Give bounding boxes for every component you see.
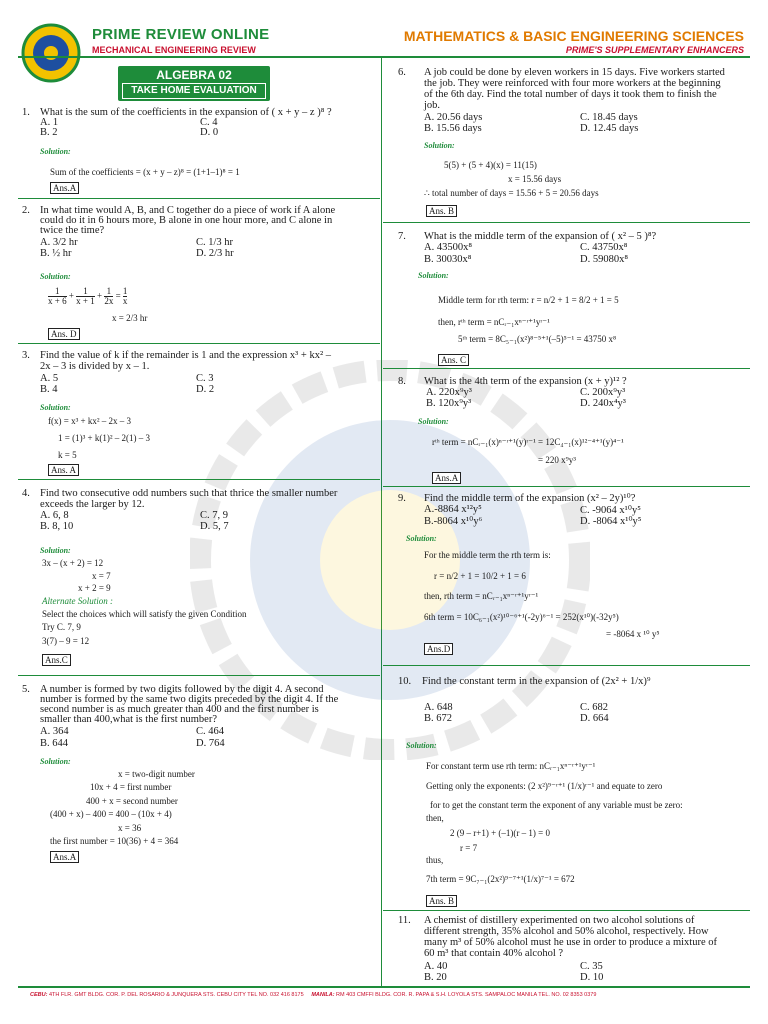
q7-work-3: 5ᵗʰ term = 8C₅₋₁(x²)⁸⁻⁵⁺¹(–5)⁵⁻¹ = 43750 x⁸ xyxy=(458,334,617,344)
q5-work-1: x = two-digit number xyxy=(118,769,195,779)
q10-work-5: 2 (9 – r+1) + (–1)(r – 1) = 0 xyxy=(450,828,550,838)
q6-answer: Ans. B xyxy=(426,205,457,217)
q5-text-1: A number is formed by two digits followed by the digit 4. A second xyxy=(40,684,324,695)
badge-subtitle: TAKE HOME EVALUATION xyxy=(122,83,266,99)
q2-choice-c: C. 1/3 hr xyxy=(196,237,234,248)
q1-answer: Ans.A xyxy=(50,182,79,194)
q8-work-2: = 220 x⁹y³ xyxy=(538,455,576,465)
footer-cebu-address: 4TH FLR. GMT BLDG. COR. P. DEL ROSARIO & JUNQUERA STS. CEBU CITY TEL NO. 032 416 8175 xyxy=(47,992,304,998)
q10-choice-c: C. 682 xyxy=(580,702,609,713)
footer-rule xyxy=(18,986,750,988)
q9-work-3: then, rth term = nCᵣ₋₁xⁿ⁻ʳ⁺¹yʳ⁻¹ xyxy=(424,591,539,601)
q7-divider xyxy=(383,368,750,369)
q10-solution-label: Solution: xyxy=(406,741,437,750)
q1-choice-c: C. 4 xyxy=(200,117,218,128)
q1-divider xyxy=(18,198,380,199)
q9-solution-label: Solution: xyxy=(406,534,437,543)
q8-choice-c: C. 200x⁹y³ xyxy=(580,387,626,398)
q3-solution-label: Solution: xyxy=(40,403,71,412)
q10-text: Find the constant term in the expansion of (2x² + 1/x)⁹ xyxy=(422,676,651,687)
q11-choice-d: D. 10 xyxy=(580,972,604,983)
q3-answer: Ans. A xyxy=(48,464,79,476)
q10-answer: Ans. B xyxy=(426,895,457,907)
q5-solution-label: Solution: xyxy=(40,757,71,766)
q3-choice-c: C. 3 xyxy=(196,373,214,384)
q4-text-2: exceeds the larger by 12. xyxy=(40,499,145,510)
q7-solution-label: Solution: xyxy=(418,271,449,280)
q2-divider xyxy=(18,343,380,344)
q5-work-6: the first number = 10(36) + 4 = 364 xyxy=(50,836,179,846)
q9-text: Find the middle term of the expansion (x² – 2y)¹⁰? xyxy=(424,493,636,504)
q9-choice-d: D. -8064 x¹⁰y⁵ xyxy=(580,516,642,527)
q5-work-4: (400 + x) – 400 = 400 – (10x + 4) xyxy=(50,809,172,819)
q8-text: What is the 4th term of the expansion (x + y)¹² ? xyxy=(424,376,627,387)
q10-work-6: r = 7 xyxy=(460,843,478,853)
q6-choice-a: A. 20.56 days xyxy=(424,112,483,123)
q5-text-2: number is formed by the same two digits preceded by the digit 4. If the xyxy=(40,694,339,705)
q6-text-3: of the 6th day. Find the total number of days it took them to finish the xyxy=(424,89,717,100)
header-rule xyxy=(18,56,750,58)
q2-work-fractions: $\frac{1}{x + 6}$ + $\frac{1}{x + 1}$ + $\frac{1}{2x}$ = $\frac{1}{x}$ xyxy=(48,286,128,306)
q7-work-1: Middle term for rth term: r = n/2 + 1 = 8/2 + 1 = 5 xyxy=(438,295,619,305)
q11-text-2: different strength, 35% alcohol and 50% alcohol, respectively. How xyxy=(424,926,709,937)
q4-solution-label: Solution: xyxy=(40,546,71,555)
q10-work-3: for to get the constant term the exponent of any variable must be zero: xyxy=(430,800,683,810)
q7-work-2: then, rᵗʰ term = nCᵣ₋₁xⁿ⁻ʳ⁺¹yʳ⁻¹ xyxy=(438,317,550,327)
q1-choice-d: D. 0 xyxy=(200,127,219,138)
q6-choice-d: D. 12.45 days xyxy=(580,123,639,134)
q4-alt-label: Alternate Solution : xyxy=(42,596,113,606)
q3-number: 3. xyxy=(22,350,30,361)
q4-answer: Ans.C xyxy=(42,654,71,666)
q8-choice-d: D. 240x⁴y³ xyxy=(580,398,626,409)
q2-choice-a: A. 3/2 hr xyxy=(40,237,78,248)
q3-work-2: 1 = (1)³ + k(1)² – 2(1) – 3 xyxy=(58,433,151,443)
q5-answer: Ans.A xyxy=(50,851,79,863)
q2-text-2: could do it in 6 hours more, B alone in one hour more, and C alone in xyxy=(40,215,333,226)
q4-text-1: Find two consecutive odd numbers such that thrice the smaller number xyxy=(40,488,338,499)
q2-choice-b: B. ½ hr xyxy=(40,248,72,259)
q9-choice-a: A.-8864 x¹²y⁵ xyxy=(424,504,482,515)
q11-number: 11. xyxy=(398,915,411,926)
q10-choice-a: A. 648 xyxy=(424,702,453,713)
q7-answer: Ans. C xyxy=(438,354,469,366)
q6-text-4: job. xyxy=(424,100,441,111)
q3-text-1: Find the value of k if the remainder is 1 and the expression x³ + kx² – xyxy=(40,350,331,361)
footer-cebu-label: CEBU: xyxy=(30,992,48,998)
q5-choice-a: A. 364 xyxy=(40,726,69,737)
q3-choice-b: B. 4 xyxy=(40,384,58,395)
prime-logo-icon xyxy=(20,22,82,84)
footer-manila-label: MANILA: xyxy=(311,992,335,998)
q11-text-4: 60 m³ that contain 40% alcohol ? xyxy=(424,948,564,959)
q4-work-6: 3(7) – 9 = 12 xyxy=(42,636,90,646)
q2-choice-d: D. 2/3 hr xyxy=(196,248,234,259)
q8-answer: Ans.A xyxy=(432,472,461,484)
footer-manila-address: RM 403 CMFFI BLDG. COR. R. PAPA & S.H. LOYOLA STS. SAMPALOC MANILA TEL. NO. 02 8353 0379 xyxy=(334,992,597,998)
q10-work-8: 7th term = 9C₇₋₁(2x²)⁹⁻⁷⁺¹(1/x)⁷⁻¹ = 672 xyxy=(426,874,575,884)
q4-choice-c: C. 7, 9 xyxy=(200,510,229,521)
q9-work-1: For the middle term the rth term is: xyxy=(424,550,551,560)
q9-choice-b: B.-8064 x¹⁰y⁶ xyxy=(424,516,483,527)
brand-title: PRIME REVIEW ONLINE xyxy=(92,26,270,43)
q4-work-3: x + 2 = 9 xyxy=(78,583,111,593)
q10-number: 10. xyxy=(398,676,412,687)
q3-text-2: 2x – 3 is divided by x – 1. xyxy=(40,361,150,372)
q6-text-1: A job could be done by eleven workers in 15 days. Five workers started xyxy=(424,67,725,78)
subject-title: MATHEMATICS & BASIC ENGINEERING SCIENCES xyxy=(403,28,744,44)
q2-text-3: twice the time? xyxy=(40,225,105,236)
q7-text: What is the middle term of the expansion of ( x² – 5 )⁸? xyxy=(424,231,657,242)
q11-text-3: many m³ of 50% alcohol must he use in order to produce a mixture of xyxy=(424,937,717,948)
q6-text-2: the job. They were reinforced with four more workers at the beginning xyxy=(424,78,721,89)
q4-divider xyxy=(18,675,380,676)
q6-solution-label: Solution: xyxy=(424,141,455,150)
q5-work-3: 400 + x = second number xyxy=(86,796,178,806)
q8-divider xyxy=(383,486,750,487)
q5-number: 5. xyxy=(22,684,30,695)
badge-title: ALGEBRA 02 xyxy=(156,68,232,82)
q11-choice-b: B. 20 xyxy=(424,972,447,983)
q4-choice-b: B. 8, 10 xyxy=(40,521,74,532)
q11-choice-a: A. 40 xyxy=(424,961,448,972)
q3-work-3: k = 5 xyxy=(58,450,77,460)
q1-choice-a: A. 1 xyxy=(40,117,59,128)
q10-work-1: For constant term use rth term: nCᵣ₋₁xⁿ⁻ʳ⁺¹yʳ⁻¹ xyxy=(426,761,596,771)
q3-divider xyxy=(18,479,380,480)
q9-number: 9. xyxy=(398,493,406,504)
q5-choice-c: C. 464 xyxy=(196,726,225,737)
q1-text: What is the sum of the coefficients in the expansion of ( x + y – z )⁸ ? xyxy=(40,107,332,118)
q6-work-3: ∴ total number of days = 15.56 + 5 = 20.56 days xyxy=(424,188,599,198)
q2-work-result: x = 2/3 hr xyxy=(112,313,148,323)
q3-work-1: f(x) = x³ + kx² – 2x – 3 xyxy=(48,416,132,426)
q4-work-5: Try C. 7, 9 xyxy=(42,622,81,632)
q10-divider xyxy=(383,910,750,911)
q6-number: 6. xyxy=(398,67,406,78)
q3-choice-a: A. 5 xyxy=(40,373,59,384)
q4-work-4: Select the choices which will satisfy the given Condition xyxy=(42,609,247,619)
q4-work-1: 3x – (x + 2) = 12 xyxy=(42,558,104,568)
q4-work-2: x = 7 xyxy=(92,571,111,581)
subject-subtitle: PRIME'S SUPPLEMENTARY ENHANCERS xyxy=(565,45,744,55)
q6-choice-b: B. 15.56 days xyxy=(424,123,482,134)
q7-choice-b: B. 30030x⁸ xyxy=(424,254,472,265)
q2-text-1: In what time would A, B, and C together do a piece of work if A alone xyxy=(40,205,336,216)
q9-choice-c: C. -9064 x¹⁰y⁵ xyxy=(580,505,641,516)
q9-answer: Ans.D xyxy=(424,643,453,655)
q8-choice-a: A. 220x⁹y³ xyxy=(426,387,472,398)
q8-solution-label: Solution: xyxy=(418,417,449,426)
q11-choice-c: C. 35 xyxy=(580,961,603,972)
q6-choice-c: C. 18.45 days xyxy=(580,112,638,123)
footer-addresses xyxy=(30,992,596,998)
q1-work-1: Sum of the coefficients = (x + y – z)⁸ = (1+1–1)⁸ = 1 xyxy=(50,167,240,177)
q1-solution-label: Solution: xyxy=(40,147,71,156)
q6-work-2: x = 15.56 days xyxy=(508,174,562,184)
q5-choice-b: B. 644 xyxy=(40,738,69,749)
q1-number: 1. xyxy=(22,107,30,118)
q9-divider xyxy=(383,665,750,666)
q7-number: 7. xyxy=(398,231,406,242)
q10-choice-d: D. 664 xyxy=(580,713,609,724)
q7-choice-c: C. 43750x⁸ xyxy=(580,242,628,253)
q10-work-7: thus, xyxy=(426,855,444,865)
q8-work-1: rᵗʰ term = nCᵣ₋₁(x)ⁿ⁻ʳ⁺¹(y)ʳ⁻¹ = 12C₄₋₁(x)¹²⁻⁴⁺¹(y)⁴⁻¹ xyxy=(432,437,624,447)
q2-answer: Ans. D xyxy=(48,328,80,340)
q6-work-1: 5(5) + (5 + 4)(x) = 11(15) xyxy=(444,160,537,170)
q10-work-4: then, xyxy=(426,813,444,823)
brand-subtitle: MECHANICAL ENGINEERING REVIEW xyxy=(92,45,256,55)
q7-choice-a: A. 43500x⁸ xyxy=(424,242,472,253)
q7-choice-d: D. 59080x⁸ xyxy=(580,254,628,265)
q5-work-2: 10x + 4 = first number xyxy=(90,782,172,792)
q9-work-2: r = n/2 + 1 = 10/2 + 1 = 6 xyxy=(434,571,526,581)
q9-work-5: = -8064 x ¹⁰ y⁵ xyxy=(606,629,660,639)
q5-work-5: x = 36 xyxy=(118,823,142,833)
q1-choice-b: B. 2 xyxy=(40,127,58,138)
q10-work-2: Getting only the exponents: (2 x²)⁹⁻ʳ⁺¹ (1/x)ʳ⁻¹ and equate to zero xyxy=(426,781,663,791)
section-badge xyxy=(118,66,270,101)
q8-choice-b: B. 120x⁹y³ xyxy=(426,398,472,409)
q5-text-4: smaller than 400,what is the first number? xyxy=(40,714,217,725)
q6-divider xyxy=(383,222,750,223)
q10-choice-b: B. 672 xyxy=(424,713,453,724)
q5-choice-d: D. 764 xyxy=(196,738,225,749)
q4-number: 4. xyxy=(22,488,30,499)
q4-choice-d: D. 5, 7 xyxy=(200,521,229,532)
q11-text-1: A chemist of distillery experimented on two alcohol solutions of xyxy=(424,915,695,926)
q5-text-3: second number is as much greater than 400 and the first number is xyxy=(40,704,319,715)
q8-number: 8. xyxy=(398,376,406,387)
q2-number: 2. xyxy=(22,205,30,216)
q9-work-4: 6th term = 10C₆₋₁(x²)¹⁰⁻⁶⁺¹(-2y)⁶⁻¹ = 252(x¹⁰)(-32y⁵) xyxy=(424,612,619,622)
q2-solution-label: Solution: xyxy=(40,272,71,281)
q4-choice-a: A. 6, 8 xyxy=(40,510,69,521)
q3-choice-d: D. 2 xyxy=(196,384,215,395)
